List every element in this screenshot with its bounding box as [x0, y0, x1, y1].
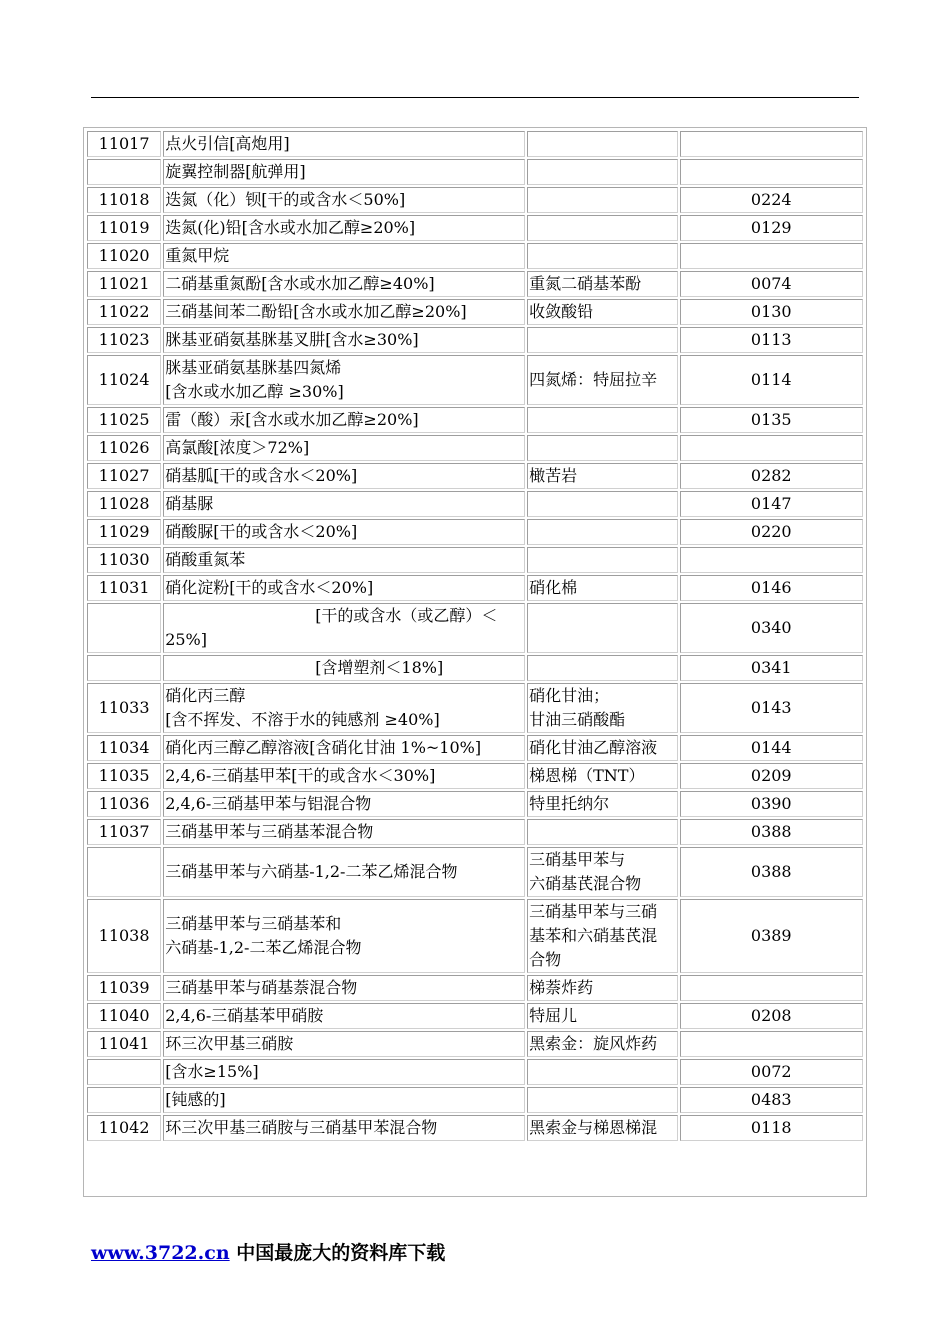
cell-code — [87, 655, 161, 681]
cell-name — [163, 847, 525, 897]
cell-name — [163, 763, 525, 789]
cell-name — [163, 355, 525, 405]
cell-name-line: 三硝基甲苯与硝基萘混合物 — [165, 978, 358, 997]
cell-un-number: 0144 — [680, 735, 863, 761]
cell-name-line: 2,4,6-三硝基甲苯[干的或含水＜30%] — [165, 766, 436, 785]
cell-alias — [527, 131, 677, 157]
cell-alias — [527, 683, 677, 733]
cell-alias — [527, 1059, 677, 1085]
cell-name — [163, 899, 525, 973]
cell-name — [163, 735, 525, 761]
cell-un-number — [680, 1031, 863, 1057]
table-row — [87, 763, 863, 789]
table-row — [87, 735, 863, 761]
cell-name — [163, 327, 525, 353]
page-footer — [91, 1238, 445, 1265]
cell-un-number: 0483 — [680, 1087, 863, 1113]
cell-alias-line: 梯恩梯（TNT） — [529, 766, 645, 785]
cell-name — [163, 791, 525, 817]
table-row — [87, 299, 863, 325]
cell-alias — [527, 215, 677, 241]
table-row — [87, 819, 863, 845]
cell-code: 11036 — [87, 791, 161, 817]
cell-name-line: 硝酸脲[干的或含水＜20%] — [165, 522, 358, 541]
cell-code: 11042 — [87, 1115, 161, 1141]
cell-name-line: 旋翼控制器[航弹用] — [165, 162, 306, 181]
table-row — [87, 575, 863, 601]
cell-un-number: 0146 — [680, 575, 863, 601]
table-row — [87, 435, 863, 461]
cell-un-number: 0072 — [680, 1059, 863, 1085]
cell-code: 11019 — [87, 215, 161, 241]
cell-alias — [527, 299, 677, 325]
table-row — [87, 355, 863, 405]
cell-name-line: 硝基脲 — [165, 494, 214, 513]
cell-code: 11038 — [87, 899, 161, 973]
cell-name — [163, 131, 525, 157]
table-row — [87, 655, 863, 681]
cell-name — [163, 975, 525, 1001]
cell-name — [163, 1115, 525, 1141]
cell-alias — [527, 243, 677, 269]
cell-name-line: 三硝基甲苯与三硝基苯和 — [165, 914, 342, 933]
table-row — [87, 131, 863, 157]
cell-un-number: 0113 — [680, 327, 863, 353]
footer-link[interactable]: www.3722.cn — [91, 1242, 230, 1264]
cell-code: 11017 — [87, 131, 161, 157]
cell-un-number: 0340 — [680, 603, 863, 653]
cell-name-line: 二硝基重氮酚[含水或水加乙醇≥40%] — [165, 274, 435, 293]
cell-name-line: 三硝基间苯二酚铅[含水或水加乙醇≥20%] — [165, 302, 467, 321]
cell-code: 11026 — [87, 435, 161, 461]
header-rule — [91, 97, 859, 98]
table-row — [87, 603, 863, 653]
cell-alias-line: 橄苦岩 — [529, 466, 578, 485]
cell-name-line: 环三次甲基三硝胺 — [165, 1034, 294, 1053]
table-row — [87, 243, 863, 269]
cell-name-line: 硝化丙三醇 — [165, 686, 246, 705]
cell-name — [163, 299, 525, 325]
cell-alias-line: 合物 — [529, 950, 562, 969]
cell-name — [163, 187, 525, 213]
cell-code: 11040 — [87, 1003, 161, 1029]
cell-alias — [527, 1031, 677, 1057]
table-row — [87, 491, 863, 517]
cell-name — [163, 683, 525, 733]
cell-alias — [527, 603, 677, 653]
cell-alias — [527, 847, 677, 897]
cell-un-number: 0341 — [680, 655, 863, 681]
cell-code — [87, 847, 161, 897]
table-row — [87, 407, 863, 433]
cell-name-line: [含不挥发、不溶于水的钝感剂 ≥40%] — [165, 710, 440, 729]
cell-code — [87, 603, 161, 653]
cell-un-number: 0390 — [680, 791, 863, 817]
cell-alias-line: 黑索金与梯恩梯混 — [529, 1118, 658, 1137]
cell-code: 11034 — [87, 735, 161, 761]
cell-alias — [527, 819, 677, 845]
table-row — [87, 519, 863, 545]
cell-name-line: [含水或水加乙醇 ≥30%] — [165, 382, 344, 401]
table-row — [87, 1087, 863, 1113]
cell-alias — [527, 1003, 677, 1029]
cell-code: 11022 — [87, 299, 161, 325]
cell-alias — [527, 327, 677, 353]
cell-code: 11033 — [87, 683, 161, 733]
cell-alias — [527, 271, 677, 297]
cell-alias-line: 收敛酸铅 — [529, 302, 594, 321]
table-row — [87, 847, 863, 897]
cell-alias — [527, 355, 677, 405]
cell-un-number — [680, 435, 863, 461]
cell-alias-line: 四氮烯：特屈拉辛 — [529, 370, 658, 389]
cell-name-line: 点火引信[高炮用] — [165, 134, 290, 153]
cell-alias-line: 梯萘炸药 — [529, 978, 594, 997]
cell-code: 11023 — [87, 327, 161, 353]
cell-name — [163, 215, 525, 241]
cell-alias-line: 三硝基甲苯与 — [529, 850, 626, 869]
cell-code: 11025 — [87, 407, 161, 433]
cell-alias — [527, 791, 677, 817]
cell-code: 11018 — [87, 187, 161, 213]
cell-alias-line: 三硝基甲苯与三硝 — [529, 902, 658, 921]
cell-name — [163, 1059, 525, 1085]
cell-alias — [527, 1087, 677, 1113]
cell-un-number: 0143 — [680, 683, 863, 733]
cell-code — [87, 1059, 161, 1085]
cell-name-line: 2,4,6-三硝基甲苯与铝混合物 — [165, 794, 372, 813]
cell-code: 11035 — [87, 763, 161, 789]
cell-name-line: 2,4,6-三硝基苯甲硝胺 — [165, 1006, 324, 1025]
cell-alias-line: 甘油三硝酸酯 — [529, 710, 626, 729]
table-row — [87, 187, 863, 213]
cell-alias — [527, 159, 677, 185]
cell-un-number: 0388 — [680, 847, 863, 897]
cell-alias-line: 硝化甘油乙醇溶液 — [529, 738, 658, 757]
table-row — [87, 791, 863, 817]
cell-name — [163, 159, 525, 185]
cell-name — [163, 435, 525, 461]
cell-code — [87, 159, 161, 185]
dangerous-goods-table — [83, 127, 867, 1197]
table-row — [87, 215, 863, 241]
cell-name-line: 高氯酸[浓度＞72%] — [165, 438, 310, 457]
cell-name-line: 硝化丙三醇乙醇溶液[含硝化甘油 1%~10%] — [165, 738, 482, 757]
cell-name-line: [含增塑剂＜18%] — [315, 658, 444, 677]
cell-un-number: 0147 — [680, 491, 863, 517]
cell-name-line: 环三次甲基三硝胺与三硝基甲苯混合物 — [165, 1118, 438, 1137]
cell-alias — [527, 491, 677, 517]
cell-alias-line: 六硝基芪混合物 — [529, 874, 642, 893]
cell-alias — [527, 463, 677, 489]
cell-code: 11029 — [87, 519, 161, 545]
cell-alias — [527, 655, 677, 681]
cell-name — [163, 575, 525, 601]
cell-un-number: 0208 — [680, 1003, 863, 1029]
cell-un-number: 0282 — [680, 463, 863, 489]
cell-name-line: 三硝基甲苯与六硝基-1,2-二苯乙烯混合物 — [165, 862, 458, 881]
cell-un-number: 0224 — [680, 187, 863, 213]
cell-un-number — [680, 243, 863, 269]
cell-name-line: [含水≥15%] — [165, 1062, 259, 1081]
cell-name-line: 25%] — [165, 630, 207, 649]
table-row — [87, 327, 863, 353]
cell-name — [163, 407, 525, 433]
cell-un-number: 0220 — [680, 519, 863, 545]
cell-name — [163, 1003, 525, 1029]
cell-name — [163, 1031, 525, 1057]
cell-un-number — [680, 975, 863, 1001]
table-row — [87, 899, 863, 973]
cell-un-number: 0388 — [680, 819, 863, 845]
cell-name — [163, 547, 525, 573]
cell-name-line: 硝基胍[干的或含水＜20%] — [165, 466, 358, 485]
footer-tagline: 中国最庞大的资料库下载 — [229, 1242, 446, 1264]
cell-name — [163, 463, 525, 489]
cell-un-number: 0129 — [680, 215, 863, 241]
cell-name-line: 硝酸重氮苯 — [165, 550, 246, 569]
cell-name-line: 六硝基-1,2-二苯乙烯混合物 — [165, 938, 362, 957]
cell-alias-line: 硝化甘油； — [529, 686, 610, 705]
table-row — [87, 1115, 863, 1141]
cell-alias — [527, 763, 677, 789]
cell-name — [163, 491, 525, 517]
cell-code: 11030 — [87, 547, 161, 573]
table-row — [87, 271, 863, 297]
cell-un-number — [680, 131, 863, 157]
cell-un-number: 0114 — [680, 355, 863, 405]
table-row — [87, 1003, 863, 1029]
table-body — [87, 131, 863, 1141]
cell-name-line: [干的或含水（或乙醇）＜ — [315, 606, 498, 625]
table-row — [87, 683, 863, 733]
cell-alias — [527, 899, 677, 973]
cell-un-number: 0135 — [680, 407, 863, 433]
table-row — [87, 159, 863, 185]
cell-name — [163, 243, 525, 269]
cell-name — [163, 1087, 525, 1113]
table-row — [87, 547, 863, 573]
cell-alias-line: 硝化棉 — [529, 578, 578, 597]
cell-name-line: 重氮甲烷 — [165, 246, 230, 265]
cell-alias — [527, 975, 677, 1001]
cell-un-number — [680, 547, 863, 573]
cell-un-number: 0074 — [680, 271, 863, 297]
cell-code: 11031 — [87, 575, 161, 601]
cell-code: 11041 — [87, 1031, 161, 1057]
cell-code: 11020 — [87, 243, 161, 269]
cell-name — [163, 603, 525, 653]
cell-name-line: 脒基亚硝氨基脒基四氮烯 — [165, 358, 342, 377]
cell-un-number: 0130 — [680, 299, 863, 325]
cell-name-line: 脒基亚硝氨基脒基叉肼[含水≥30%] — [165, 330, 419, 349]
cell-alias — [527, 187, 677, 213]
cell-un-number — [680, 159, 863, 185]
cell-alias — [527, 435, 677, 461]
cell-name-line: 迭氮（化）钡[干的或含水＜50%] — [165, 190, 406, 209]
cell-name-line: 三硝基甲苯与三硝基苯混合物 — [165, 822, 374, 841]
cell-alias — [527, 575, 677, 601]
cell-code — [87, 1087, 161, 1113]
cell-un-number: 0118 — [680, 1115, 863, 1141]
cell-name-line: 迭氮(化)铅[含水或水加乙醇≥20%] — [165, 218, 416, 237]
cell-name-line: 硝化淀粉[干的或含水＜20%] — [165, 578, 374, 597]
cell-alias-line: 特屈儿 — [529, 1006, 578, 1025]
cell-name-line: 雷（酸）汞[含水或水加乙醇≥20%] — [165, 410, 419, 429]
cell-alias — [527, 547, 677, 573]
table-row — [87, 975, 863, 1001]
table-row — [87, 1031, 863, 1057]
table-row — [87, 463, 863, 489]
cell-alias-line: 黑索金：旋风炸药 — [529, 1034, 658, 1053]
cell-alias-line: 特里托纳尔 — [529, 794, 610, 813]
cell-code: 11021 — [87, 271, 161, 297]
cell-alias-line: 重氮二硝基苯酚 — [529, 274, 642, 293]
cell-alias-line: 基苯和六硝基芪混 — [529, 926, 658, 945]
cell-code: 11039 — [87, 975, 161, 1001]
cell-alias — [527, 1115, 677, 1141]
cell-name — [163, 819, 525, 845]
cell-code: 11028 — [87, 491, 161, 517]
cell-name — [163, 519, 525, 545]
cell-alias — [527, 407, 677, 433]
cell-alias — [527, 735, 677, 761]
cell-code: 11037 — [87, 819, 161, 845]
cell-name — [163, 655, 525, 681]
cell-un-number: 0389 — [680, 899, 863, 973]
cell-alias — [527, 519, 677, 545]
cell-name — [163, 271, 525, 297]
cell-un-number: 0209 — [680, 763, 863, 789]
cell-code: 11027 — [87, 463, 161, 489]
cell-name-line: [钝感的] — [165, 1090, 226, 1109]
table-row — [87, 1059, 863, 1085]
cell-code: 11024 — [87, 355, 161, 405]
